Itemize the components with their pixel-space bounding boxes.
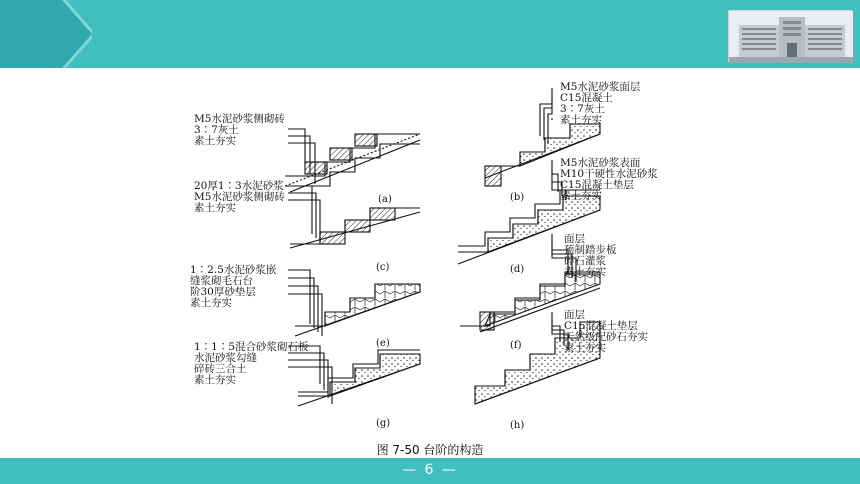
panel-c-label-2: M5水泥砂浆侧砌砖 — [194, 191, 285, 203]
panel-b-label-1: M5水泥砂浆面层 — [560, 81, 641, 93]
panel-g-label-4: 素土夯实 — [194, 374, 236, 386]
panel-e-drawing — [288, 270, 420, 336]
panel-b-tag: (b) — [510, 192, 525, 203]
panel-c-label-3: 素土夯实 — [194, 202, 236, 214]
panel-d-label-3: C15混凝土垫层 — [560, 179, 634, 191]
panel-e-label-3: 阶30厚砂垫层 — [190, 286, 256, 298]
panel-a-label-3: 素土夯实 — [194, 135, 236, 147]
panel-f-label-3: 碎石灌浆 — [564, 255, 606, 267]
panel-g-label-2: 水泥砂浆勾缝 — [194, 352, 257, 364]
figure-caption: 图 7-50 台阶的构造 — [376, 443, 484, 457]
panel-h-label-4: 素土夯实 — [564, 342, 606, 354]
panel-b-label-4: 素土夯实 — [560, 114, 602, 126]
panel-d-label-4: 素土夯实 — [560, 190, 602, 202]
panel-e-label-2: 缝浆砌毛石台 — [190, 275, 253, 287]
panel-h-label-3: 天然级配砂石夯实 — [564, 331, 648, 343]
panel-d-label-1: M5水泥砂浆表面 — [560, 157, 641, 169]
panel-e-label-1: 1∶2.5水泥砂浆嵌 — [190, 264, 277, 276]
panel-g-tag: (g) — [376, 418, 391, 429]
panel-h-label-2: C15混凝土垫层 — [564, 320, 638, 332]
panel-f-label-4: 素土夯实 — [564, 266, 606, 278]
panel-a-label-1: M5水泥砂浆侧砌砖 — [194, 113, 285, 125]
panel-h-tag: (h) — [510, 420, 525, 431]
panel-g-label-3: 碎砖三合土 — [194, 363, 247, 375]
header-bar — [0, 0, 860, 68]
panel-b-label-3: 3∶7灰土 — [560, 103, 605, 115]
panel-a-tag: (a) — [378, 194, 392, 205]
panel-b-label-2: C15混凝土 — [560, 92, 613, 104]
panel-f-label-2: 预制踏步板 — [564, 244, 617, 256]
panel-d-tag: (d) — [510, 264, 525, 275]
panel-f-tag: (f) — [510, 340, 522, 351]
panel-c-tag: (c) — [376, 262, 390, 273]
building-logo-image — [728, 10, 852, 62]
panel-c-label-1: 20厚1∶3水泥砂浆 — [194, 180, 284, 192]
panel-a-label-2: 3∶7灰土 — [194, 124, 239, 136]
panel-d-label-2: M10干硬性水泥砂浆 — [560, 168, 658, 180]
panel-g-label-1: 1∶1∶5混合砂浆砌石板 — [194, 341, 309, 353]
panel-f-label-1: 面层 — [564, 233, 585, 245]
page-number: — 6 — — [402, 462, 458, 478]
panel-g-drawing — [288, 346, 420, 406]
panel-e-label-4: 素土夯实 — [190, 297, 232, 309]
stair-drawings — [180, 74, 700, 436]
panel-a-drawing — [285, 129, 420, 192]
panel-h-label-1: 面层 — [564, 309, 585, 321]
header-arrow-decoration — [0, 0, 92, 68]
panel-c-drawing — [288, 186, 420, 248]
panel-e-tag: (e) — [376, 338, 390, 349]
stair-construction-figure — [180, 74, 700, 436]
